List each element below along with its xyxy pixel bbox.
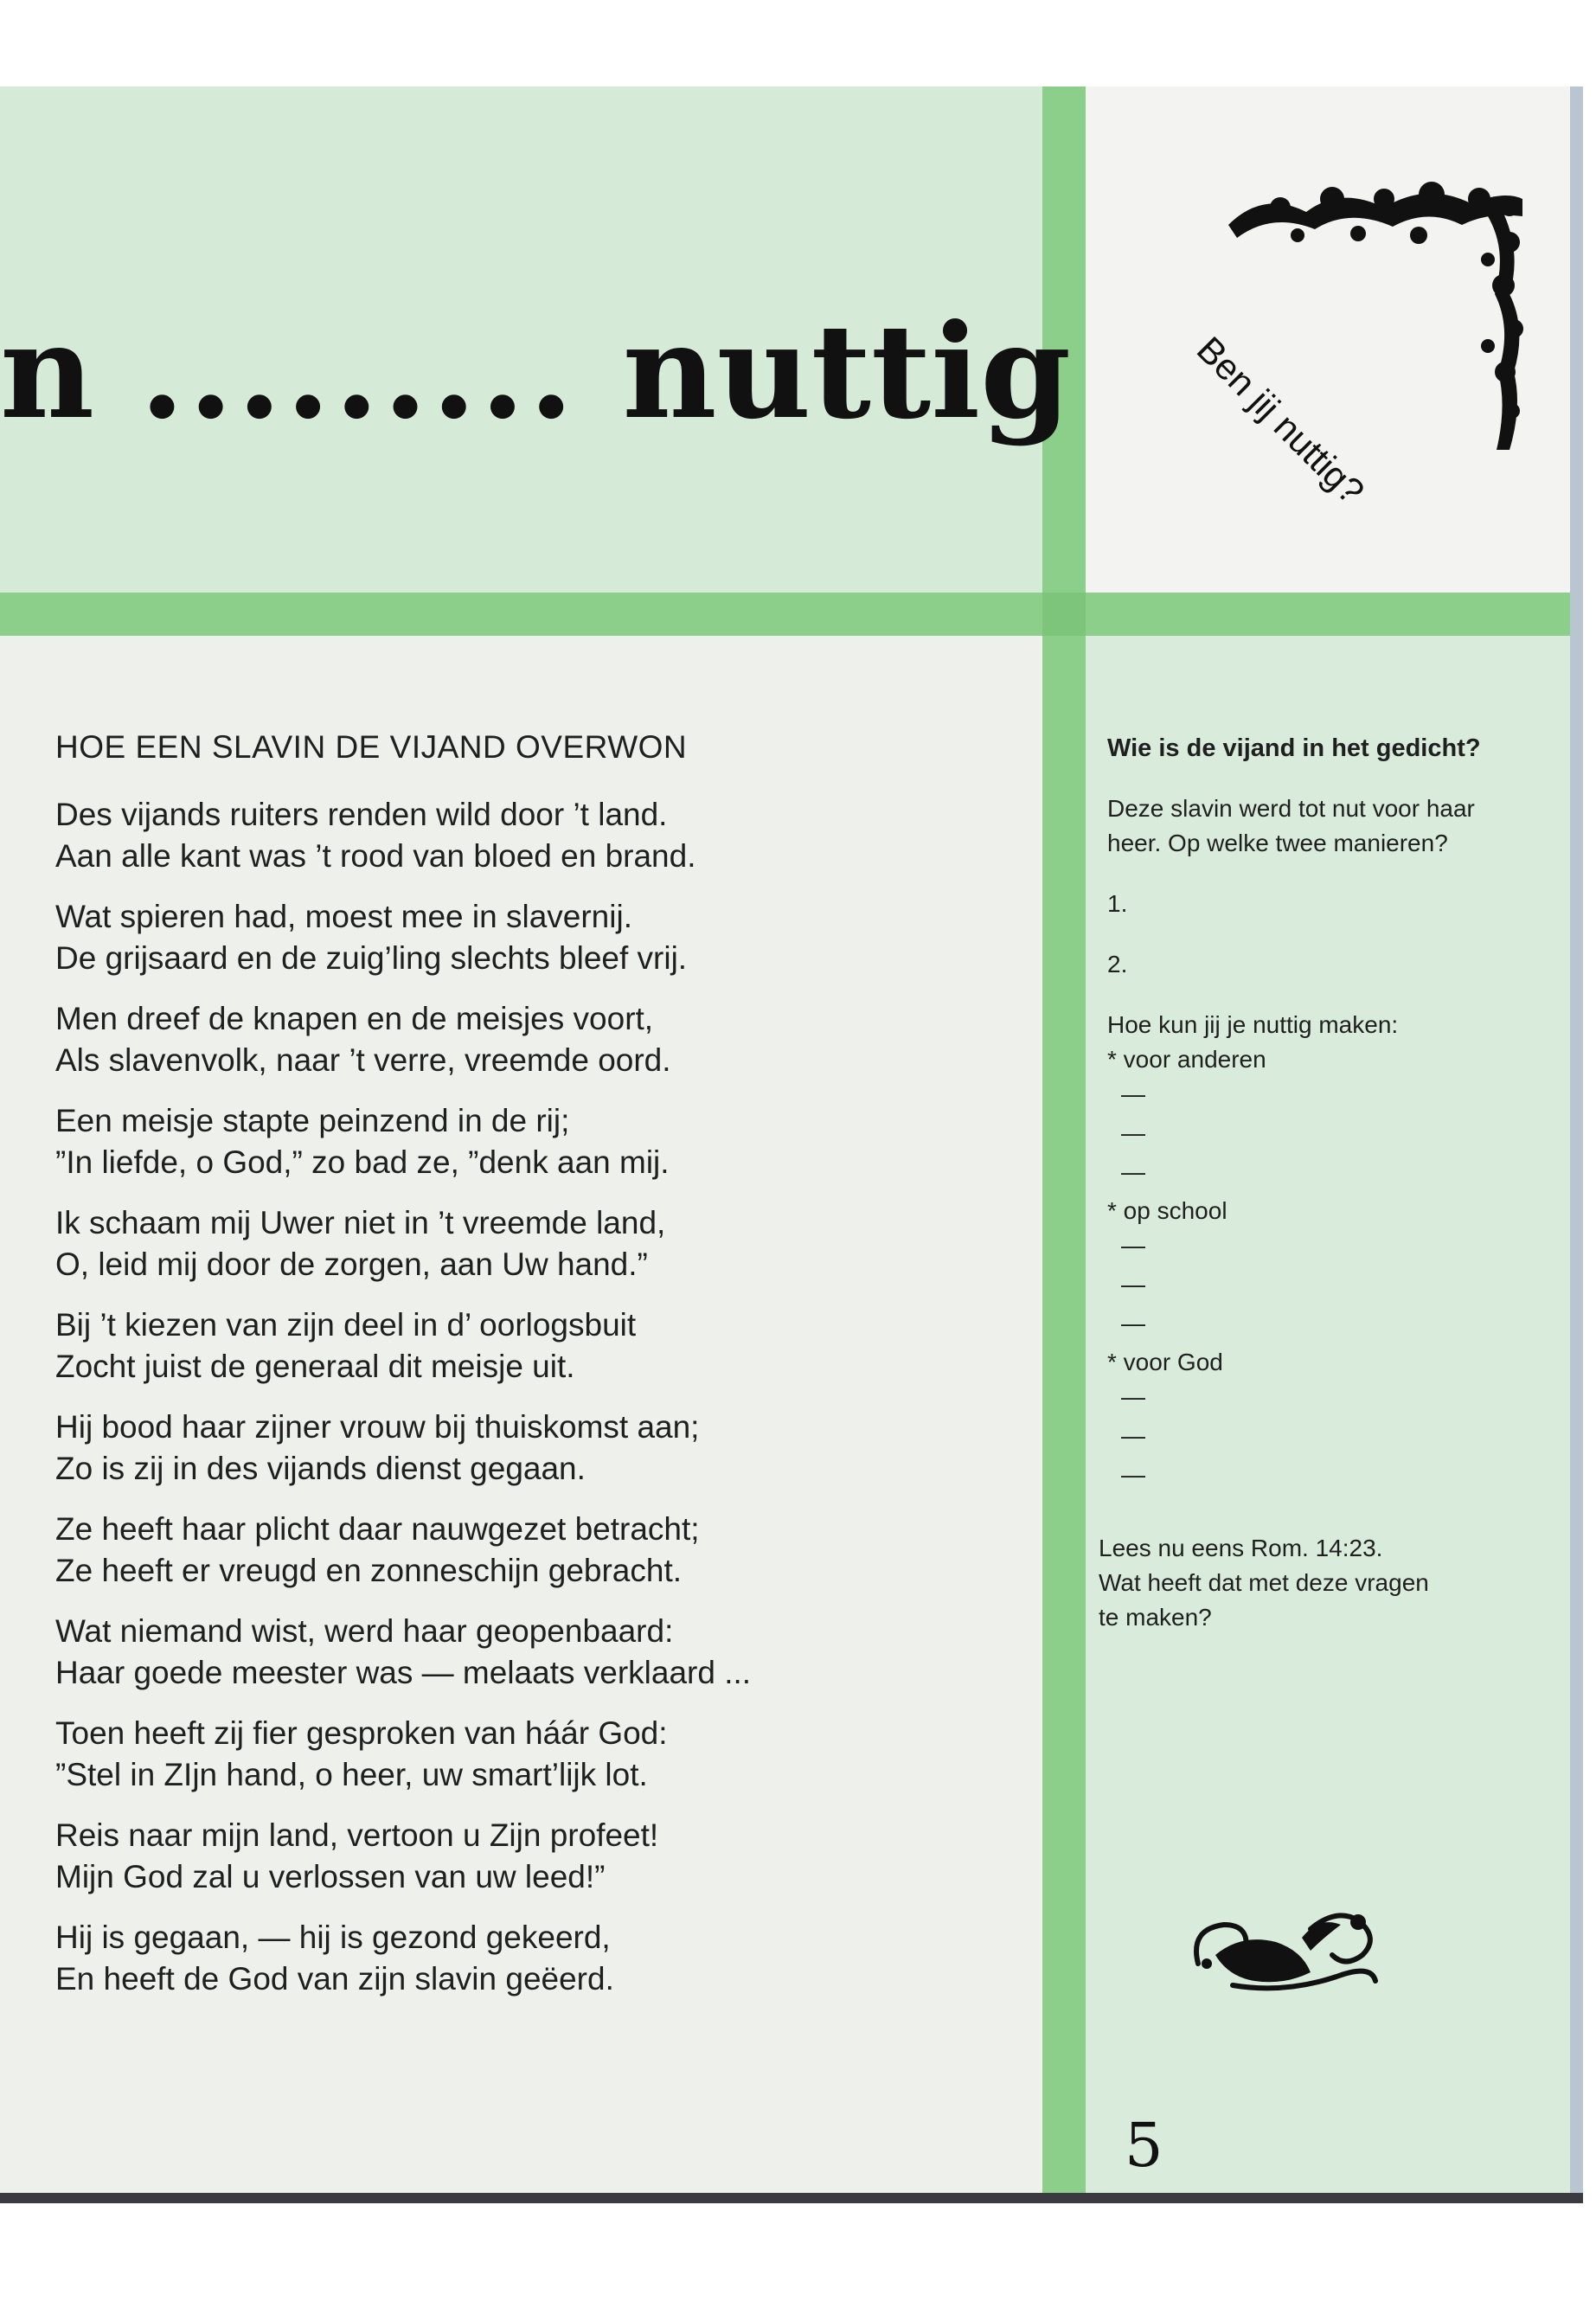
group-others (1107, 1042, 1514, 1194)
question-two-ways: Deze slavin werd tot nut voor haar heer. Op welke twee manieren? (1107, 795, 1475, 856)
title-dots: ......... (139, 296, 578, 448)
poem-line: Zo is zij in des vijands dienst gegaan. (55, 1451, 586, 1486)
stanza (55, 1100, 1024, 1183)
stanza (55, 1202, 1024, 1285)
answer-dash: — (1121, 1271, 1145, 1298)
rom-note-line: Lees nu eens Rom. 14:23. (1099, 1535, 1383, 1561)
poem-line: Reis naar mijn land, vertoon u Zijn profeet! (55, 1817, 659, 1853)
stanza (55, 998, 1024, 1081)
answer-dash: — (1121, 1461, 1145, 1488)
rom-note-line: te maken? (1099, 1604, 1212, 1631)
answer-lines (1107, 887, 1514, 982)
answer-dash: — (1121, 1232, 1145, 1259)
poem-line: Aan alle kant was ’t rood van bloed en brand. (55, 838, 696, 874)
poem-title: HOE EEN SLAVIN DE VIJAND OVERWON (55, 729, 688, 765)
answer-dash: — (1121, 1310, 1145, 1336)
stanza (55, 794, 1024, 877)
stanza (55, 1917, 1024, 2000)
poem-line: Een meisje stapte peinzend in de rij; (55, 1103, 570, 1138)
answer-1: 1. (1107, 890, 1128, 917)
band-crossing (1042, 593, 1086, 636)
poem-line: Ze heeft er vreugd en zonneschijn gebracht. (55, 1553, 683, 1588)
poem-line: Hij is gegaan, — hij is gezond gekeerd, (55, 1920, 611, 1955)
stanza (55, 1509, 1024, 1592)
group-god (1107, 1345, 1514, 1497)
stanza (55, 1713, 1024, 1796)
answer-dash: — (1121, 1119, 1145, 1146)
poem-line: O, leid mij door de zorgen, aan Uw hand.” (55, 1247, 648, 1282)
poem-line: Des vijands ruiters renden wild door ’t land. (55, 797, 668, 832)
page-number: 5 (1125, 2110, 1163, 2181)
stanza (55, 1611, 1024, 1694)
poem-line: Ze heeft haar plicht daar nauwgezet betracht; (55, 1511, 700, 1547)
poem-line: En heeft de God van zijn slavin geëerd. (55, 1961, 614, 1997)
poem-line: De grijsaard en de zuig’ling slechts bleef vrij. (55, 940, 688, 976)
poem-line: Men dreef de knapen en de meisjes voort, (55, 1001, 654, 1036)
answer-dash: — (1121, 1383, 1145, 1410)
bullet-others: * voor anderen (1107, 1046, 1266, 1073)
answer-dash: — (1121, 1158, 1145, 1185)
rom-note-line: Wat heeft dat met deze vragen (1099, 1569, 1429, 1596)
page-edge-right (1570, 87, 1583, 2202)
poem-line: Als slavenvolk, naar ’t verre, vreemde oord. (55, 1042, 671, 1078)
poem-line: Wat spieren had, moest mee in slavernij. (55, 899, 632, 934)
bullet-god: * voor God (1107, 1349, 1223, 1375)
poem-line: Zocht juist de generaal dit meisje uit. (55, 1349, 575, 1384)
flourish-ornament-icon (1181, 1903, 1388, 1998)
poem (55, 727, 1024, 2019)
poem-line: Wat niemand wist, werd haar geopenbaard: (55, 1613, 674, 1649)
question-sidebar (1099, 731, 1514, 1635)
poem-line: ”Stel in ZIjn hand, o heer, uw smart’lijk lot. (55, 1757, 648, 1792)
corner-caption: Ben jij nuttig? (1189, 329, 1373, 512)
bullet-school: * op school (1107, 1197, 1227, 1224)
horizontal-green-band (0, 593, 1570, 636)
page-title (0, 296, 1072, 448)
poem-line: Haar goede meester was — melaats verklaard ... (55, 1655, 752, 1690)
stanza (55, 1304, 1024, 1388)
title-lead: n (0, 296, 95, 448)
group-school (1107, 1194, 1514, 1345)
poem-line: Bij ’t kiezen van zijn deel in d’ oorlogsbuit (55, 1307, 637, 1343)
answer-2: 2. (1107, 951, 1128, 977)
question-useful: Hoe kun jij je nuttig maken: (1107, 1011, 1399, 1038)
poem-line: Ik schaam mij Uwer niet in ’t vreemde land, (55, 1205, 666, 1240)
poem-line: Toen heeft zij fier gesproken van háár God: (55, 1715, 668, 1751)
poem-line: Mijn God zal u verlossen van uw leed!” (55, 1859, 606, 1894)
stanza (55, 1407, 1024, 1490)
question-enemy: Wie is de vijand in het gedicht? (1107, 734, 1481, 762)
stanza (55, 896, 1024, 979)
poem-line: ”In liefde, o God,” zo bad ze, ”denk aan mij. (55, 1144, 670, 1180)
answer-dash: — (1121, 1080, 1145, 1107)
stanza (55, 1815, 1024, 1898)
answer-dash: — (1121, 1422, 1145, 1449)
rom-note (1099, 1531, 1514, 1635)
page-edge-bottom (0, 2193, 1583, 2203)
poem-line: Hij bood haar zijner vrouw bij thuiskomst aan; (55, 1409, 700, 1445)
title-word: nuttig (622, 296, 1072, 448)
